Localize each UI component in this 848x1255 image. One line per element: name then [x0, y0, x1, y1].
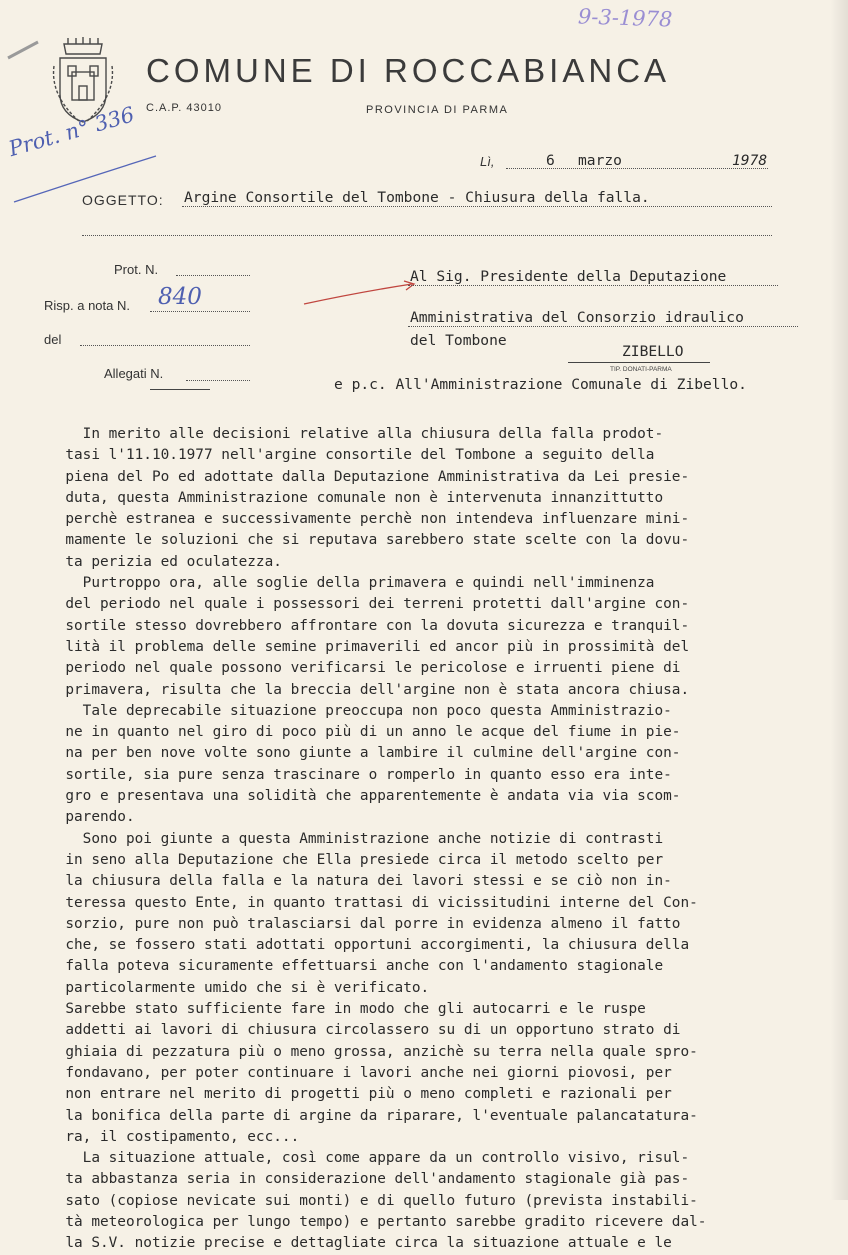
body-line: in seno alla Deputazione che Ella presiede circa il metodo scelto per — [48, 851, 664, 868]
subject-dotted-line-2 — [82, 235, 772, 236]
prot-number-dots — [176, 275, 250, 276]
body-line: Purtroppo ora, alle soglie della primavera e quindi nell'imminenza — [48, 575, 655, 592]
body-line: ta perizia ed oculatezza. — [48, 553, 282, 570]
body-line: mamente le soluzioni che si reputava sarebbero state scelte con la dovu- — [48, 532, 690, 549]
body-line: sortile, sia pure senza trascinare o romperlo in quanto esso era inte- — [48, 766, 672, 783]
attachments-dots — [186, 380, 250, 381]
body-line: primavera, risulta che la breccia dell'argine non è stata ancora chiusa. — [48, 681, 690, 698]
reply-note-label: Risp. a nota N. — [44, 298, 130, 313]
body-line: non entrare nel merito di progetti più o meno completi e razionali per — [48, 1086, 672, 1103]
recipient-line-3: del Tombone — [410, 332, 507, 349]
body-line: addetti ai lavori di chiusura circolassero su di un opportuno strato di — [48, 1022, 681, 1039]
carbon-copy-line: e p.c. All'Amministrazione Comunale di Zibello. — [334, 376, 747, 393]
city-rule — [568, 362, 710, 363]
body-line: lità il problema delle semine primaverili ed ancor più in prossimità del — [48, 638, 690, 655]
recipient-line-1: Al Sig. Presidente della Deputazione — [410, 268, 727, 285]
printer-mark: TIP. DONATI-PARMA — [610, 366, 672, 373]
body-line: tasi l'11.10.1977 nell'argine consortile del Tombone a seguito della — [48, 447, 655, 464]
recipient-dots-2 — [408, 326, 798, 327]
del-dots — [80, 345, 250, 346]
body-line: ghiaia di pezzatura più o meno grossa, anzichè su terra nella quale spro- — [48, 1043, 698, 1060]
body-line: particolarmente umido che si è verificato. — [48, 979, 430, 996]
body-line: sato (copiose nevicate sui monti) e di quello futuro (prevista instabili- — [48, 1192, 698, 1209]
body-line: piena del Po ed adottate dalla Deputazione Amministrativa da Lei presie- — [48, 468, 690, 485]
body-line: duta, questa Amministrazione comunale non è intervenuta innanzittutto — [48, 489, 664, 506]
body-line: Sarebbe stato sufficiente fare in modo che gli autocarri e le ruspe — [48, 1001, 646, 1018]
body-line: sortile stesso dovrebbero affrontare con la dovuta sicurezza e tranquil- — [48, 617, 690, 634]
handwritten-protocol-number: Prot. n° 336 — [6, 102, 137, 162]
province-label: PROVINCIA DI PARMA — [366, 104, 509, 116]
body-line: In merito alle decisioni relative alla chiusura della falla prodot- — [48, 426, 664, 442]
recipient-dots-1 — [408, 285, 778, 286]
body-line: parendo. — [48, 809, 135, 826]
body-line: ta abbastanza seria in considerazione dell'andamento stagionale già pas- — [48, 1171, 690, 1188]
date-day: 6 — [546, 152, 555, 169]
body-line: La situazione attuale, così come appare da un controllo visivo, risul- — [48, 1150, 690, 1167]
handwritten-stamp-date: 9-3-1978 — [577, 4, 673, 32]
date-month: marzo — [578, 152, 622, 169]
subject-dotted-line — [182, 206, 772, 207]
body-line: perchè estranea e successivamente perchè non intendeva influenzare mini- — [48, 511, 690, 528]
body-line: la S.V. notizie precise e dettagliate circa la situazione attuale e le — [48, 1235, 672, 1252]
letter-body — [48, 424, 808, 1255]
body-line: teressa questo Ente, in quanto trattasi di vicissitudini interne del Con- — [48, 894, 698, 911]
del-label: del — [44, 332, 62, 347]
body-line: falla poteva sicuramente effettuarsi anche con l'andamento stagionale — [48, 958, 664, 975]
body-line: tà meteorologica per lungo tempo) e pertanto sarebbe gradito ricevere dal- — [48, 1213, 707, 1230]
date-place-label: Lì, — [480, 154, 495, 169]
date-year: 1978 — [732, 152, 768, 169]
body-line: la chiusura della falla e la natura dei lavori stessi e se ciò non in- — [48, 873, 672, 890]
recipient-city: ZIBELLO — [622, 343, 684, 360]
body-line: ra, il costipamento, ecc... — [48, 1128, 300, 1145]
paper-edge-shadow — [830, 0, 848, 1200]
subject-label: OGGETTO: — [82, 192, 164, 208]
arrow-icon — [300, 278, 420, 308]
attachments-label: Allegati N. — [104, 366, 164, 381]
staple-mark-icon — [4, 38, 44, 62]
postal-code: C.A.P. 43010 — [146, 102, 223, 114]
body-line: che, se fossero stati adottati opportuni accorgimenti, la chiusura della — [48, 937, 690, 954]
body-line: na per ben nove volte sono giunte a lambire il culmine dell'argine con- — [48, 745, 681, 762]
reply-note-dots — [150, 311, 250, 312]
body-line: del periodo nel quale i possessori dei terreni protetti dall'argine con- — [48, 596, 690, 613]
subject-text: Argine Consortile del Tombone - Chiusura della falla. — [184, 189, 650, 206]
municipality-title: COMUNE DI ROCCABIANCA — [146, 52, 671, 89]
prot-number-label: Prot. N. — [114, 262, 159, 277]
body-line: sorzio, pure non può tralasciarsi dal porre in evidenza almeno il fatto — [48, 915, 681, 932]
body-line: ne in quanto nel giro di poco più di un anno le acque del fiume in pie- — [48, 724, 681, 741]
body-line: periodo nel quale possono verificarsi le pericolose e irruenti piene di — [48, 660, 681, 677]
body-line: fondavano, per poter continuare i lavori anche nei giorni piovosi, per — [48, 1064, 672, 1081]
body-line: Sono poi giunte a questa Amministrazione anche notizie di contrasti — [48, 830, 664, 847]
reply-note-number-handwritten: 840 — [158, 284, 202, 310]
body-line: la bonifica della parte di argine da riparare, l'eventuale palancatatura- — [48, 1107, 698, 1124]
attachments-rule — [150, 389, 210, 390]
body-line: gro e presentava una solidità che apparentemente è andata via via scom- — [48, 788, 681, 805]
recipient-line-2: Amministrativa del Consorzio idraulico — [410, 309, 744, 326]
date-line — [480, 152, 780, 174]
body-line: Tale deprecabile situazione preoccupa non poco questa Amministrazio- — [48, 702, 672, 719]
